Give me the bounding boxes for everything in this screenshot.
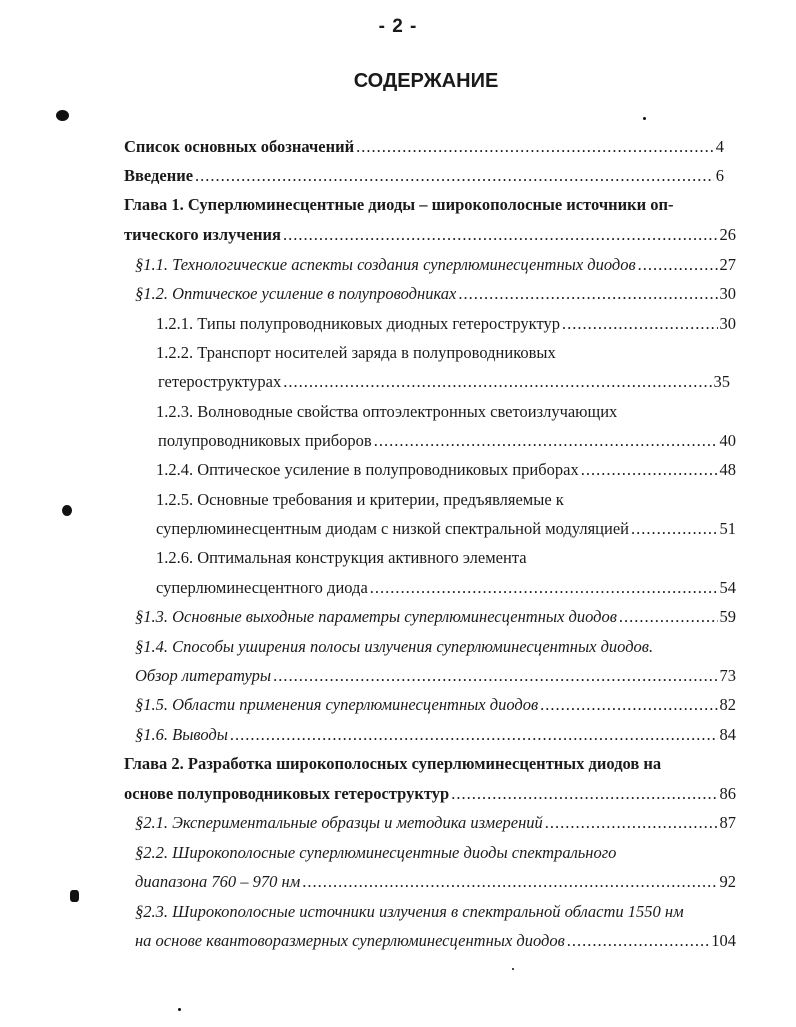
- toc-entry: [156, 518, 736, 540]
- toc-entry: [124, 194, 736, 216]
- toc-page-number: 4: [715, 137, 724, 156]
- toc-entry-title: §1.4. Способы уширения полосы излучения суперлюминесцентных диодов.: [135, 637, 654, 656]
- toc-page-number: 30: [719, 314, 736, 333]
- leader-dots: [562, 313, 718, 335]
- scan-speck: [56, 110, 69, 121]
- toc-entry: [156, 313, 736, 335]
- toc-page-number: 87: [719, 813, 736, 832]
- toc-entry: [156, 577, 736, 599]
- toc-entry-title: §2.3. Широкополосные источники излучения в спектральной области 1550 нм: [135, 902, 684, 921]
- toc-entry-title: полупроводниковых приборов: [158, 431, 372, 450]
- leader-dots: [619, 606, 718, 628]
- toc-entry: [135, 901, 746, 923]
- leader-dots: [567, 930, 709, 952]
- toc-entry: [135, 283, 736, 305]
- leader-dots: [283, 371, 711, 393]
- toc-entry-title: Введение: [124, 166, 194, 185]
- toc-entry: [124, 136, 724, 158]
- leader-dots: [631, 518, 718, 540]
- leader-dots: [374, 430, 718, 452]
- toc-page-number: 54: [719, 578, 736, 597]
- toc-entry-title: Глава 1. Суперлюминесцентные диоды – широкополосные источники оп-: [124, 195, 674, 214]
- toc-page-number: 6: [715, 166, 724, 185]
- toc-entry: [124, 165, 724, 187]
- scan-speck: [62, 505, 72, 516]
- toc-entry: [135, 724, 736, 746]
- page-number: - 2 -: [378, 16, 418, 37]
- toc-entry-title: основе полупроводниковых гетероструктур: [124, 784, 450, 803]
- toc-page-number: 84: [719, 725, 736, 744]
- toc-entry-title: 1.2.3. Волноводные свойства оптоэлектронных светоизлучающих: [156, 402, 618, 421]
- toc-page-number: 48: [719, 460, 736, 479]
- leader-dots: [451, 783, 717, 805]
- toc-page-number: 86: [719, 784, 736, 803]
- toc-page-number: 30: [719, 284, 736, 303]
- toc-entry: [124, 224, 736, 246]
- toc-entry-title: §1.1. Технологические аспекты создания суперлюминесцентных диодов: [135, 255, 636, 274]
- toc-entry: [135, 871, 736, 893]
- toc-entry-title: суперлюминесцентным диодам с низкой спектральной модуляцией: [156, 519, 629, 538]
- toc-entry: [124, 753, 736, 775]
- toc-entry: [124, 783, 736, 805]
- toc-entry-title: на основе квантоворазмерных суперлюминесцентных диодов: [135, 931, 565, 950]
- leader-dots: [545, 812, 718, 834]
- toc-entry: [156, 342, 736, 364]
- toc-page-number: 51: [719, 519, 736, 538]
- toc-entry: [158, 430, 736, 452]
- toc-entry-title: §2.1. Экспериментальные образцы и методика измерений: [135, 813, 543, 832]
- scan-speck: [643, 117, 646, 120]
- toc-page-number: 73: [719, 666, 736, 685]
- toc-entry-title: 1.2.5. Основные требования и критерии, предъявляемые к: [156, 490, 564, 509]
- toc-entry: [135, 254, 736, 276]
- toc-page-number: 35: [713, 372, 730, 391]
- toc-entry: [158, 371, 730, 393]
- leader-dots: [356, 136, 714, 158]
- scan-speck: [178, 1008, 181, 1011]
- toc-entry: [135, 812, 736, 834]
- toc-entry-title: Список основных обозначений: [124, 137, 355, 156]
- toc-entry-title: §1.6. Выводы: [135, 725, 228, 744]
- toc-page-number: 104: [711, 931, 736, 950]
- toc-page-number: 40: [719, 431, 736, 450]
- toc-entry-title: Обзор литературы: [135, 666, 272, 685]
- leader-dots: [370, 577, 718, 599]
- leader-dots: [302, 871, 717, 893]
- toc-entry-title: §1.5. Области применения суперлюминесцентных диодов: [135, 695, 539, 714]
- toc-page-number: 92: [719, 872, 736, 891]
- scan-speck: [512, 968, 514, 970]
- leader-dots: [230, 724, 718, 746]
- leader-dots: [540, 694, 717, 716]
- leader-dots: [273, 665, 717, 687]
- toc-entry-title: 1.2.1. Типы полупроводниковых диодных гетероструктур: [156, 314, 560, 333]
- toc-page-number: 59: [719, 607, 736, 626]
- toc-entry-title: суперлюминесцентного диода: [156, 578, 368, 597]
- toc-entry: [135, 930, 736, 952]
- toc-entry: [156, 401, 736, 423]
- toc-page-number: 26: [719, 225, 736, 244]
- toc-entry: [156, 547, 736, 569]
- toc-entry-title: 1.2.2. Транспорт носителей заряда в полупроводниковых: [156, 343, 556, 362]
- leader-dots: [581, 459, 718, 481]
- toc-entry: [135, 665, 736, 687]
- toc-entry: [135, 694, 736, 716]
- leader-dots: [283, 224, 718, 246]
- toc-page-number: 27: [719, 255, 736, 274]
- toc-entry-title: 1.2.6. Оптимальная конструкция активного элемента: [156, 548, 527, 567]
- toc-entry-title: §2.2. Широкополосные суперлюминесцентные диоды спектрального: [135, 843, 617, 862]
- page-title: СОДЕРЖАНИЕ: [353, 70, 499, 92]
- toc-entry-title: тического излучения: [124, 225, 281, 244]
- toc-entry-title: гетероструктурах: [158, 372, 282, 391]
- toc-entry-title: §1.3. Основные выходные параметры суперлюминесцентных диодов: [135, 607, 617, 626]
- toc-entry: [135, 842, 736, 864]
- scan-speck: [70, 890, 79, 902]
- leader-dots: [638, 254, 718, 276]
- toc-entry-title: диапазона 760 – 970 нм: [135, 872, 301, 891]
- toc-entry: [156, 459, 736, 481]
- toc-entry: [135, 636, 736, 658]
- toc-entry: [156, 489, 736, 511]
- toc-entry: [135, 606, 736, 628]
- toc-entry-title: §1.2. Оптическое усиление в полупроводниках: [135, 284, 457, 303]
- leader-dots: [195, 165, 714, 187]
- toc-entry-title: Глава 2. Разработка широкополосных суперлюминесцентных диодов на: [124, 754, 662, 773]
- leader-dots: [458, 283, 717, 305]
- toc-page-number: 82: [719, 695, 736, 714]
- toc-entry-title: 1.2.4. Оптическое усиление в полупроводниковых приборах: [156, 460, 579, 479]
